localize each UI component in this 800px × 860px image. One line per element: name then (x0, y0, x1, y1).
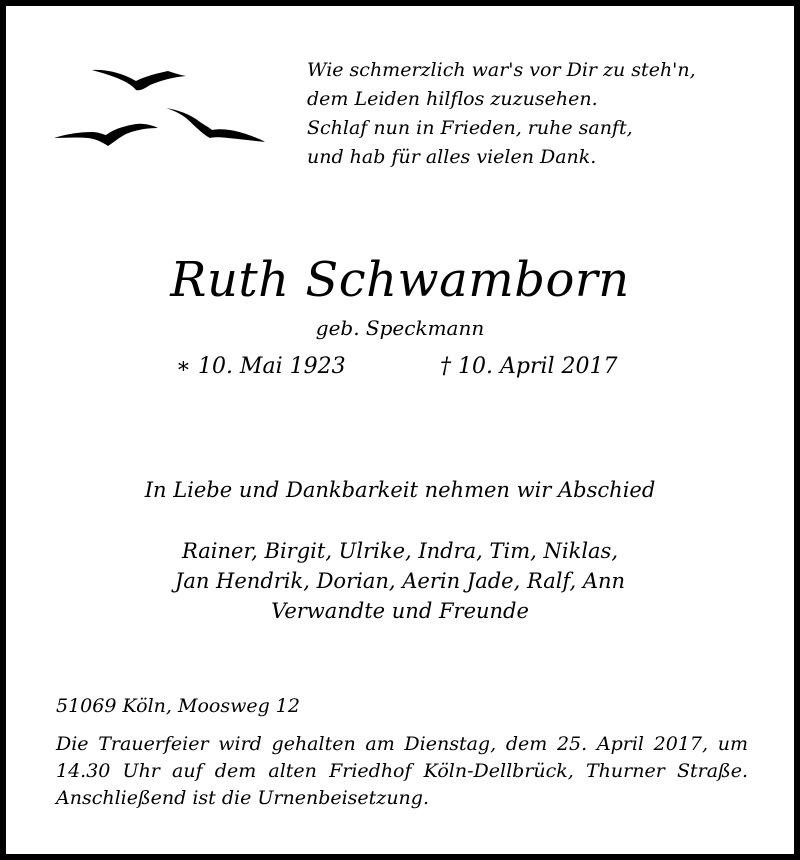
family-line: Rainer, Birgit, Ulrike, Indra, Tim, Niklas, (181, 539, 619, 563)
poem-line: Wie schmerzlich war's vor Dir zu steh'n, (307, 59, 696, 81)
death-date: † 10. April 2017 (440, 354, 618, 379)
flying-birds-icon (50, 60, 270, 155)
service-line: 14.30 Uhr auf dem alten Friedhof Köln-Dellbrück, Thurner Straße. (56, 760, 748, 782)
poem-line: dem Leiden hilflos zuzusehen. (307, 88, 598, 110)
poem (307, 56, 767, 172)
family-names (0, 536, 800, 626)
service-line: Die Trauerfeier wird gehalten am Dienstag, dem 25. April 2017, um (56, 733, 748, 755)
farewell-text: In Liebe und Dankbarkeit nehmen wir Abschied (144, 478, 656, 502)
maiden-name: geb. Speckmann (315, 316, 485, 340)
poem-line: Schlaf nun in Frieden, ruhe sanft, (307, 117, 633, 139)
bird-top (92, 70, 186, 90)
birth-date: ∗ 10. Mai 1923 (176, 354, 346, 379)
bird-right (166, 108, 265, 142)
poem-line: und hab für alles vielen Dank. (307, 146, 597, 168)
service-line: Anschließend ist die Urnenbeisetzung. (56, 787, 429, 809)
family-line: Verwandte und Freunde (271, 599, 529, 623)
address: 51069 Köln, Moosweg 12 (56, 695, 300, 717)
service-info (56, 731, 748, 812)
family-line: Jan Hendrik, Dorian, Aerin Jade, Ralf, Ann (174, 569, 626, 593)
bird-left (54, 124, 158, 146)
deceased-name: Ruth Schwamborn (170, 252, 630, 308)
